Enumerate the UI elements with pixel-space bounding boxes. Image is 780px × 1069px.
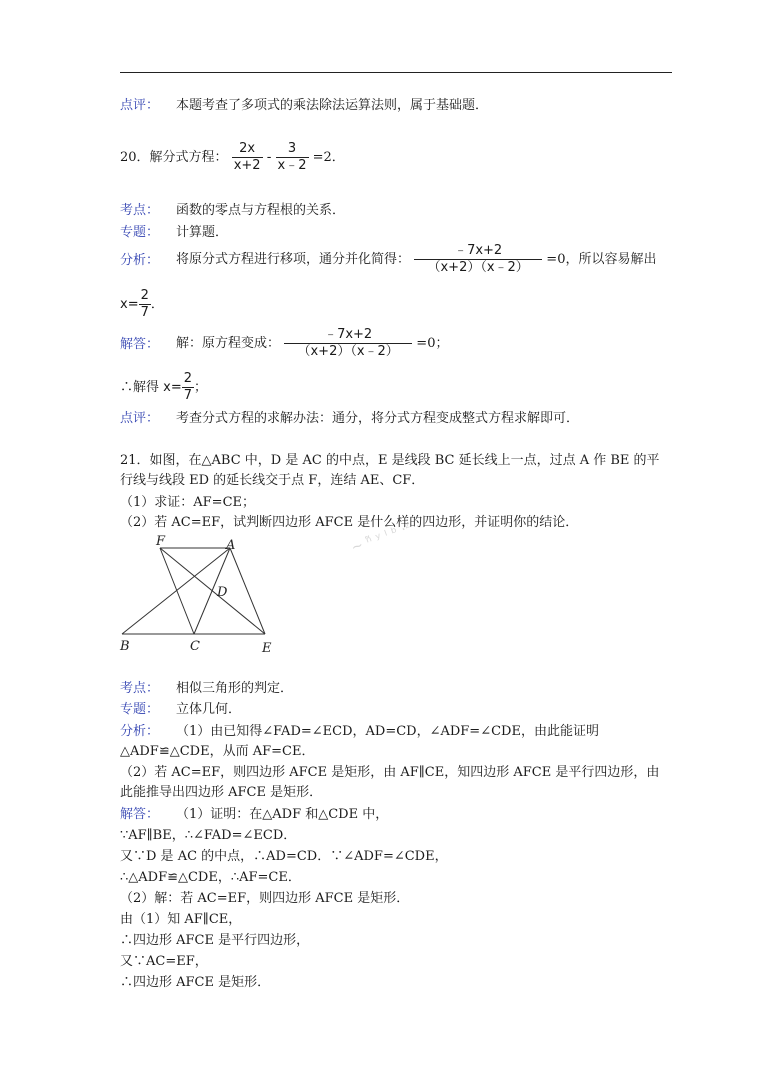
q20-jiede-prefix: ∴解得	[120, 380, 160, 395]
q21-kaodian-text: 相似三角形的判定．	[176, 681, 294, 696]
q20-dianping-text: 考查分式方程的求解办法：通分，将分式方程变成整式方程求解即可．	[176, 411, 580, 426]
q21-solution-line: ∴四边形 AFCE 是平行四边形，	[120, 933, 310, 948]
q20-fraction-2	[276, 141, 309, 174]
q19-comment-tag: 点评：	[120, 98, 160, 113]
q20-suffix: =2．	[312, 150, 345, 165]
q20-fenxi-frac-den: （x+2）（x﹣2）	[414, 259, 542, 276]
q21-jieda-tag: 解答：	[120, 807, 160, 822]
figure-lines	[122, 548, 265, 634]
segment-AE	[230, 548, 265, 634]
q20-stem	[120, 138, 345, 178]
q21-stem-line2: 行线与线段 ED 的延长线交于点 F，连结 AE、CF．	[120, 473, 425, 488]
geometry-figure	[110, 530, 290, 660]
q20-fenxi-text: 将原分式方程进行移项，通分并化简得：	[176, 252, 411, 267]
q21-jieda-line1: （1）证明：在△ADF 和△CDE 中，	[176, 807, 389, 822]
q21-solution-line: ∴四边形 AFCE 是矩形．	[120, 975, 271, 990]
q20-zhuanti-text: 计算题．	[176, 225, 229, 240]
q20-fenxi-tail: =0，所以容易解出	[546, 252, 657, 267]
label-F: F	[156, 534, 166, 549]
q21-fenxi-line4: 此能推导出四边形 AFCE 是矩形．	[120, 785, 323, 800]
q20-jieda-tag: 解答：	[120, 337, 160, 352]
q20-fenxi-tag: 分析：	[120, 253, 160, 268]
q21-solution-line: 又∵AC=EF，	[120, 954, 208, 969]
q20-jieda	[176, 324, 448, 364]
q20-fenxi	[176, 240, 656, 280]
q20-jiede-num: 2	[183, 371, 193, 386]
q21-solution-line: 又∵D 是 AC 的中点，∴AD=CD．∵∠ADF=∠CDE，	[120, 849, 448, 864]
q21-fenxi-line3: （2）若 AC=EF，则四边形 AFCE 是矩形，由 AF∥CE，知四边形 AFCE 是平行四边形，由	[120, 765, 660, 780]
q19-comment-text: 本题考查了多项式的乘法除法运算法则，属于基础题．	[176, 98, 489, 113]
q20-frac1-den: x+2	[233, 158, 261, 173]
label-C: C	[190, 639, 200, 654]
q21-solution-line: ∵AF∥BE，∴∠FAD=∠ECD．	[120, 828, 297, 843]
q20-jiede	[120, 368, 207, 408]
q21-kaodian-tag: 考点：	[120, 681, 160, 696]
q20-jiede-fraction	[182, 371, 194, 404]
q20-jieda-fraction	[284, 327, 412, 360]
q20-prefix: 20．解分式方程：	[120, 150, 228, 165]
q20-frac1-num: 2x	[239, 141, 256, 156]
label-B: B	[120, 639, 130, 654]
q20-jieda-tail: =0；	[416, 336, 449, 351]
q20-zhuanti-tag: 专题：	[120, 225, 160, 240]
q20-jiede-x: x=	[163, 380, 182, 395]
q20-minus: -	[266, 150, 272, 165]
q21-fenxi-tag: 分析：	[120, 724, 160, 739]
q21-part2: （2）若 AC=EF，试判断四边形 AFCE 是什么样的四边形，并证明你的结论．	[120, 515, 579, 530]
header-rule	[120, 72, 672, 73]
q20-jiede-den: 7	[183, 388, 193, 403]
label-A: A	[226, 538, 236, 553]
q21-zhuanti-text: 立体几何．	[176, 702, 242, 717]
q20-frac2-den: x﹣2	[277, 158, 307, 173]
watermark-scribble: ~ ⁿ̃ ʸ ˡ ᵇ ·ᶻ	[349, 519, 414, 557]
q20-frac2-num: 3	[287, 141, 297, 156]
segment-FC	[160, 548, 194, 634]
q21-solution-line: ∴△ADF≌△CDE，∴AF=CE．	[120, 870, 301, 885]
q20-fenxi-fraction	[414, 243, 542, 276]
q21-fenxi-line2: △ADF≌△CDE，从而 AF=CE．	[120, 744, 315, 759]
q20-kaodian-text: 函数的零点与方程根的关系．	[176, 203, 346, 218]
q20-fraction-1	[232, 141, 263, 174]
q21-solution-line: 由（1）知 AF∥CE，	[120, 912, 242, 927]
q20-jiede-suffix: ；	[194, 380, 208, 395]
q21-part1: （1）求证：AF=CE；	[120, 495, 256, 510]
q21-solution-line: （2）解：若 AC=EF，则四边形 AFCE 是矩形．	[120, 891, 410, 906]
q20-x-value	[120, 285, 164, 325]
q20-kaodian-tag: 考点：	[120, 203, 160, 218]
q20-jieda-frac-den: （x+2）（x﹣2）	[284, 343, 412, 360]
q20-jieda-frac-num: ﹣7x+2	[324, 327, 373, 342]
q20-x-fraction	[139, 288, 151, 321]
label-D: D	[217, 585, 228, 600]
q20-jieda-text: 解：原方程变成：	[176, 336, 281, 351]
q21-stem-line1: 21．如图，在△ABC 中，D 是 AC 的中点，E 是线段 BC 延长线上一点，过点 A 作 BE 的平	[120, 453, 660, 468]
q20-x-suffix: ．	[150, 297, 164, 312]
q20-x-den: 7	[140, 305, 149, 320]
q20-dianping-tag: 点评：	[120, 411, 160, 426]
label-E: E	[262, 641, 272, 656]
q21-zhuanti-tag: 专题：	[120, 702, 160, 717]
q21-fenxi-line1: （1）由已知得∠FAD=∠ECD，AD=CD，∠ADF=∠CDE，由此能证明	[176, 724, 599, 739]
q20-x-prefix: x=	[120, 297, 139, 312]
q20-fenxi-frac-num: ﹣7x+2	[454, 243, 503, 258]
q20-x-num: 2	[140, 288, 149, 303]
